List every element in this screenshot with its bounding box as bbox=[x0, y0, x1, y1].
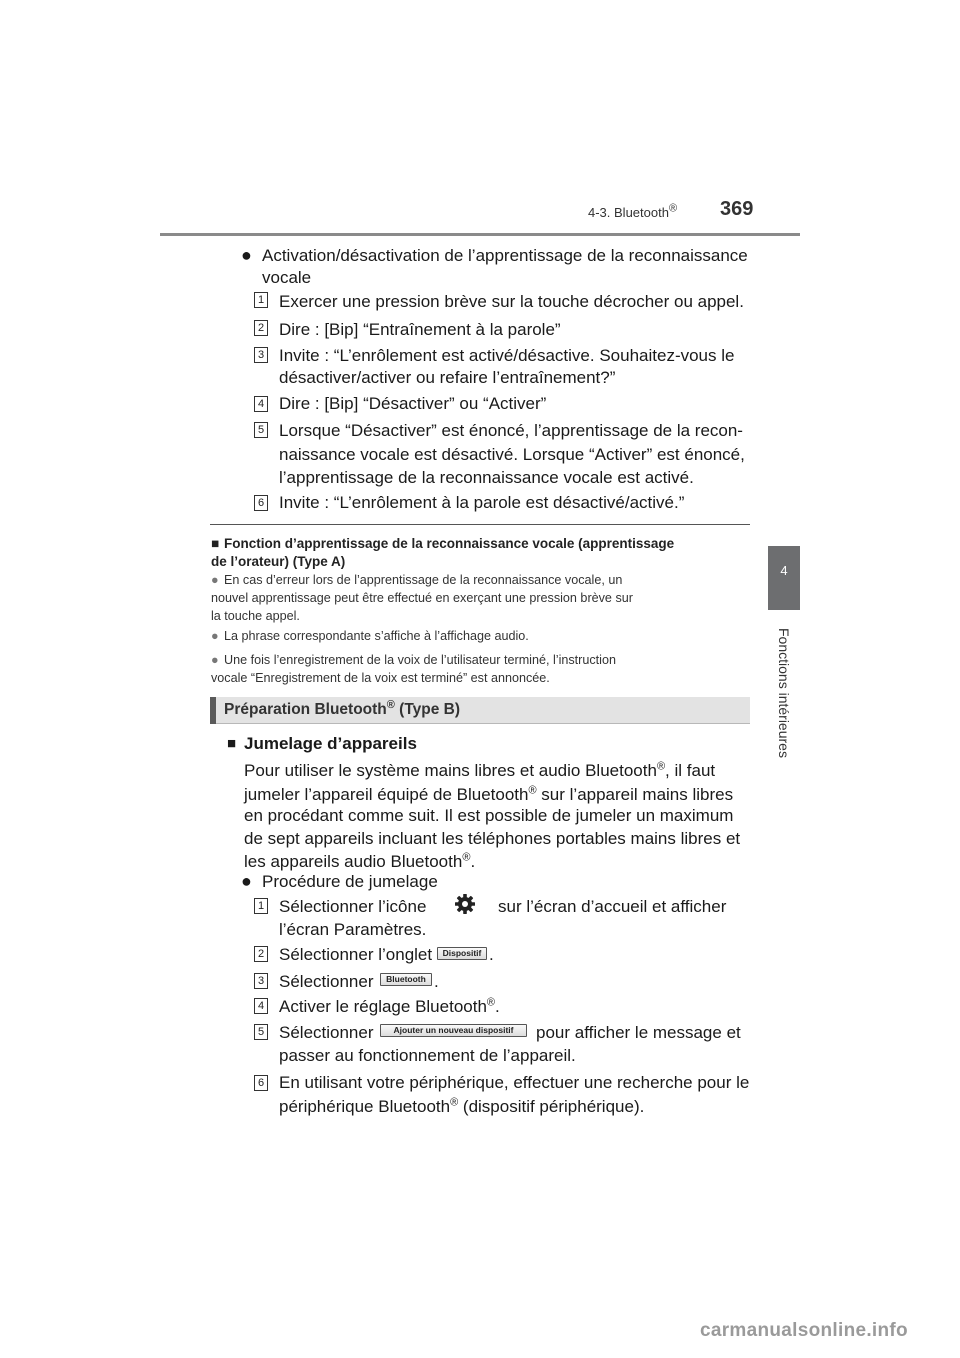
pair-step-5c: passer au fonctionnement de l’appareil. bbox=[279, 1046, 576, 1065]
note-3-line2: vocale “Enregistrement de la voix est terminé” est annoncée. bbox=[211, 671, 550, 685]
pairing-para-line1: Pour utiliser le système mains libres et audio Bluetooth®, il faut bbox=[244, 760, 716, 780]
note-1-line2: nouvel apprentissage peut être effectué en exerçant une pression brève sur bbox=[211, 591, 633, 605]
voice-step-4: Dire : [Bip] “Désactiver” ou “Activer” bbox=[279, 394, 547, 413]
voice-title-line1: Activation/désactivation de l’apprentissage de la reconnaissance bbox=[262, 246, 748, 265]
subsection-square-icon: ■ bbox=[227, 735, 237, 752]
step-number-3: 3 bbox=[254, 347, 268, 363]
section-title: Préparation Bluetooth® (Type B) bbox=[224, 698, 461, 718]
pair-step-2a: Sélectionner l’onglet bbox=[279, 945, 433, 964]
step-number-1: 1 bbox=[254, 292, 268, 308]
pair-step-1b: sur l’écran d’accueil et afficher bbox=[498, 897, 727, 916]
voice-step-5-line2: naissance vocale est désactivé. Lorsque “Activer” est énoncé, bbox=[279, 445, 745, 464]
chapter-label: Fonctions intérieures bbox=[776, 628, 792, 758]
note-1-line3: la touche appel. bbox=[211, 609, 300, 623]
dispositif-tab-button: Dispositif bbox=[437, 947, 487, 960]
page-number: 369 bbox=[720, 198, 754, 220]
header-rule bbox=[160, 233, 800, 236]
pair-step-6b: périphérique Bluetooth® (dispositif périphérique). bbox=[279, 1096, 645, 1116]
section-heading: 4-3. Bluetooth® bbox=[588, 202, 678, 220]
settings-gear-icon bbox=[453, 892, 477, 916]
note-bullet-icon: ● bbox=[211, 573, 219, 587]
pair-step-4: Activer le réglage Bluetooth®. bbox=[279, 996, 500, 1016]
notes-title-line1: Fonction d’apprentissage de la reconnaissance vocale (apprentissage bbox=[224, 536, 675, 551]
voice-step-2: Dire : [Bip] “Entraînement à la parole” bbox=[279, 320, 561, 339]
voice-step-6: Invite : “L’enrôlement à la parole est désactivé/activé.” bbox=[279, 493, 685, 512]
step-number-2: 2 bbox=[254, 320, 268, 336]
pairing-para-line3: en procédant comme suit. Il est possible de jumeler un maximum bbox=[244, 806, 734, 825]
pair-step-3b: . bbox=[434, 972, 439, 991]
step-number-6: 6 bbox=[254, 495, 268, 511]
step-number-5: 5 bbox=[254, 422, 268, 438]
step-number-4: 4 bbox=[254, 998, 268, 1014]
notes-square-icon: ■ bbox=[211, 536, 220, 551]
note-2: La phrase correspondante s’affiche à l’affichage audio. bbox=[224, 629, 529, 643]
pair-step-2b: . bbox=[489, 945, 494, 964]
pair-step-1c: l’écran Paramètres. bbox=[279, 920, 427, 939]
pairing-para-line4: de sept appareils incluant les téléphones portables mains libres et bbox=[244, 829, 741, 848]
voice-step-3-line2: désactiver/activer ou refaire l’entraînement?” bbox=[279, 368, 616, 387]
add-new-device-button: Ajouter un nouveau dispositif bbox=[380, 1024, 527, 1037]
pair-step-5a: Sélectionner bbox=[279, 1023, 374, 1042]
bullet-icon: ● bbox=[241, 871, 252, 891]
voice-step-1: Exercer une pression brève sur la touche décrocher ou appel. bbox=[279, 292, 744, 311]
pair-step-3a: Sélectionner bbox=[279, 972, 374, 991]
pairing-para-line2: jumeler l’appareil équipé de Bluetooth® sur l’appareil mains libres bbox=[244, 784, 734, 804]
step-number-4: 4 bbox=[254, 396, 268, 412]
voice-step-3-line1: Invite : “L’enrôlement est activé/désactive. Souhaitez-vous le bbox=[279, 346, 735, 365]
chapter-number: 4 bbox=[780, 563, 788, 578]
step-number-6: 6 bbox=[254, 1075, 268, 1091]
note-bullet-icon: ● bbox=[211, 629, 219, 643]
watermark: carmanualsonline.info bbox=[700, 1320, 908, 1341]
bluetooth-button: Bluetooth bbox=[380, 973, 432, 986]
pair-step-5b: pour afficher le message et bbox=[536, 1023, 741, 1042]
step-number-1: 1 bbox=[254, 898, 268, 914]
note-bullet-icon: ● bbox=[211, 653, 219, 667]
note-1-line1: En cas d’erreur lors de l’apprentissage de la reconnaissance vocale, un bbox=[224, 573, 623, 587]
voice-step-5-line3: l’apprentissage de la reconnaissance vocale est activé. bbox=[279, 468, 694, 487]
step-number-2: 2 bbox=[254, 946, 268, 962]
step-number-3: 3 bbox=[254, 973, 268, 989]
chapter-tab bbox=[768, 546, 800, 610]
subsection-title: Jumelage d’appareils bbox=[244, 734, 417, 753]
notes-divider bbox=[210, 524, 750, 525]
section-header-accent bbox=[210, 697, 216, 724]
note-3-line1: Une fois l’enregistrement de la voix de l’utilisateur terminé, l’instruction bbox=[224, 653, 616, 667]
pairing-para-line5: les appareils audio Bluetooth®. bbox=[244, 851, 476, 871]
procedure-title: Procédure de jumelage bbox=[262, 872, 438, 891]
voice-title-line2: vocale bbox=[262, 268, 312, 287]
pair-step-1a: Sélectionner l’icône bbox=[279, 897, 427, 916]
pair-step-6a: En utilisant votre périphérique, effectuer une recherche pour le bbox=[279, 1073, 750, 1092]
voice-step-5-line1: Lorsque “Désactiver” est énoncé, l’apprentissage de la recon- bbox=[279, 421, 743, 440]
bullet-icon: ● bbox=[241, 245, 252, 265]
notes-title-line2: de l’orateur) (Type A) bbox=[211, 554, 346, 569]
step-number-5: 5 bbox=[254, 1024, 268, 1040]
